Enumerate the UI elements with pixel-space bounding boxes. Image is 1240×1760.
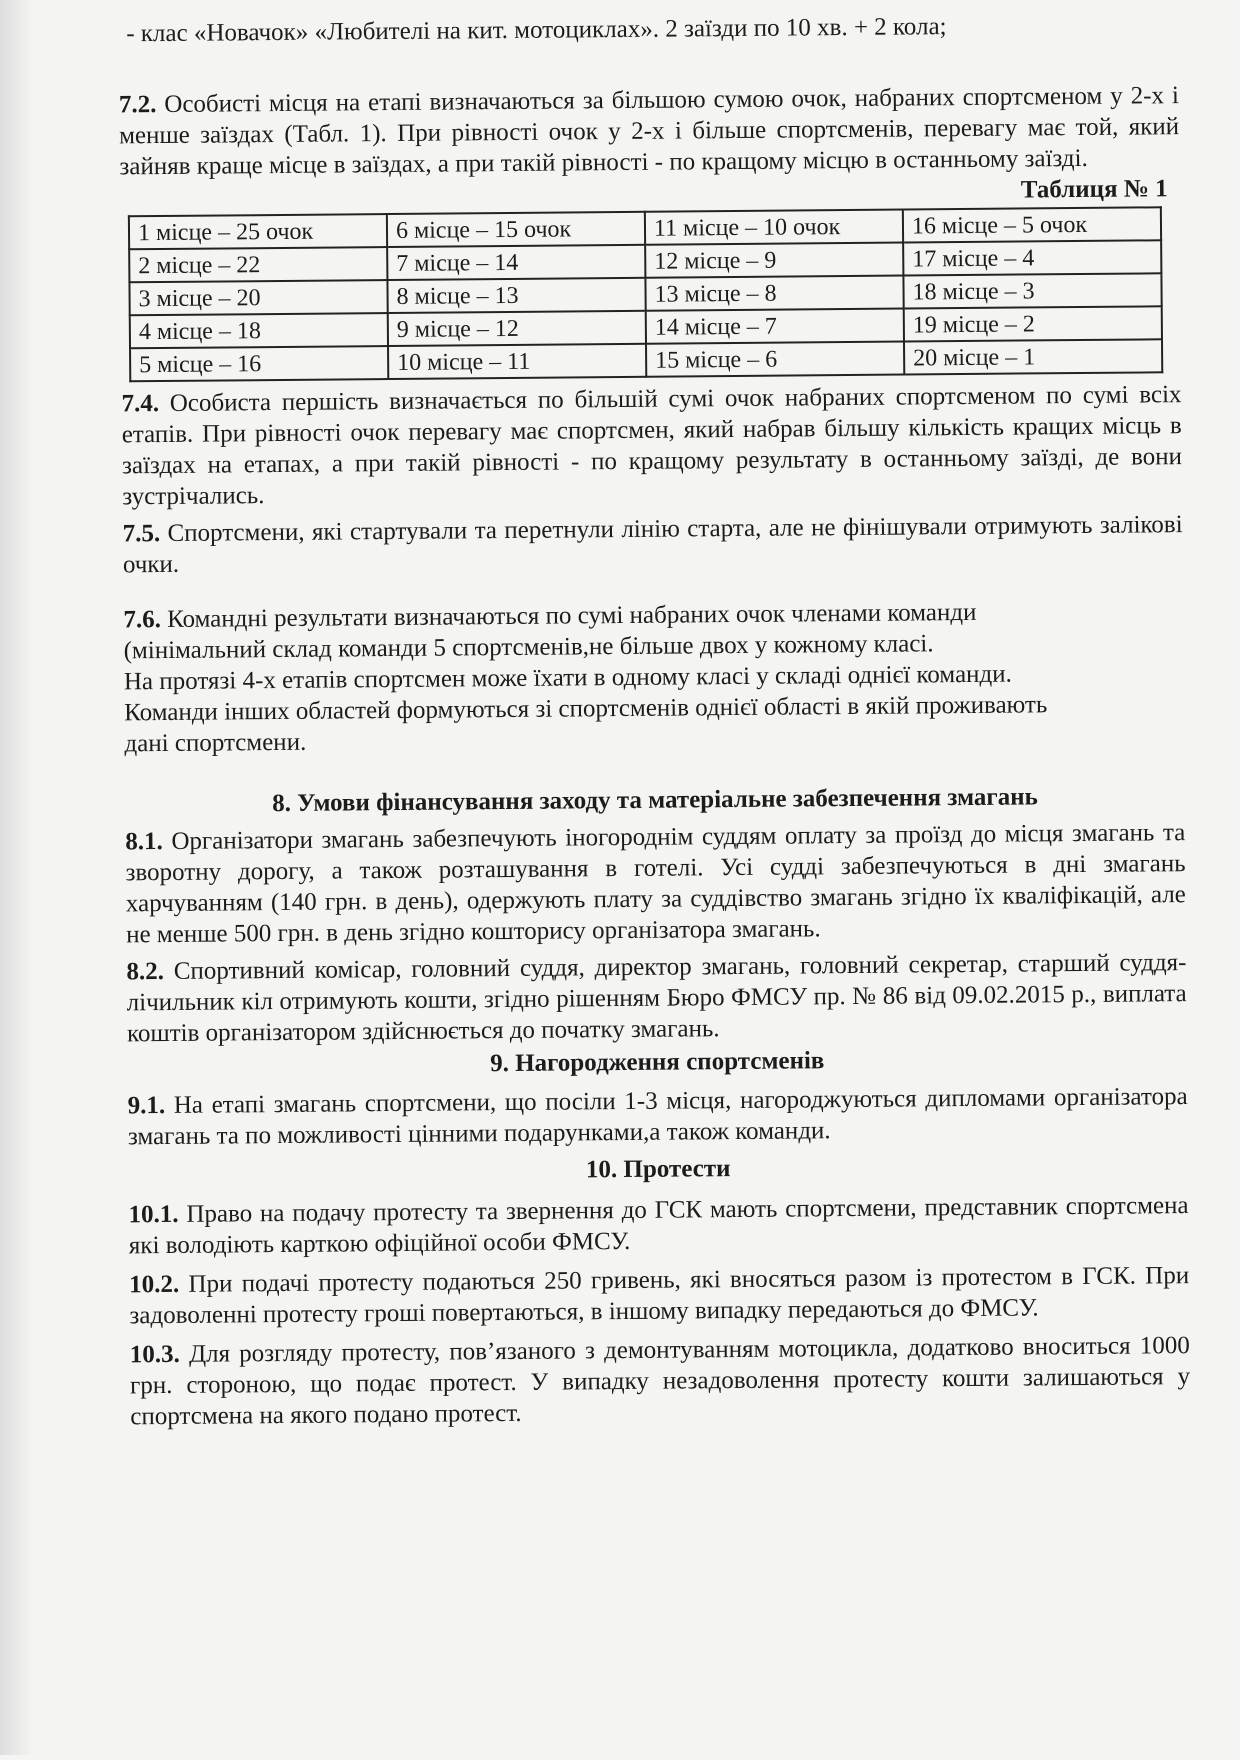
paragraph-number: 7.5. [122, 520, 161, 548]
paragraph-line: (мінімальний склад команди 5 спортсменів,не більше двох у кожному класі. [123, 630, 934, 665]
class-novice-line: - клас «Новачок» «Любителі на кит. мотоциклах». 2 заїзди по 10 хв. + 2 кола; [126, 13, 947, 48]
table-cell: 18 місце – 3 [903, 273, 1161, 308]
paragraph-number: 8.2. [126, 958, 165, 986]
paragraph-number: 8.1. [125, 828, 163, 856]
paragraph-number: 10.1. [128, 1200, 179, 1229]
paragraph-9-1 [127, 1081, 1188, 1152]
paragraph-7-4 [121, 379, 1182, 512]
section-10-title: 10. Протести [585, 1155, 731, 1184]
paragraph-text: Особиста першість визначається по більшій сумі очок набраних спортсменом по сумі всіх етапів. При рівності очок перевагу має спортсмен, який набрав більшу кількість кращих місць в заїздах на етапах, а при такій рівності - по кращому результату в останньому заїзді, де вони зустрічались. [121, 381, 1183, 511]
table-cell: 13 місце – 8 [645, 276, 903, 311]
table-cell: 11 місце – 10 очок [645, 210, 903, 245]
table-cell: 10 місце – 11 [388, 344, 646, 379]
paragraph-10-3 [130, 1330, 1191, 1432]
paragraph-text: Організатори змагань забезпечують іногороднім суддям оплату за проїзд до місця змагань та зворотну дорогу, а також розташування в готелі. Усі судді забезпечуються в дні змагань харчуванням (140 грн. в день), одержують плату за суддівство змагань згідно їх кваліфікацій, але не менше 500 грн. в день згідно кошторису організатора змагань. [125, 819, 1186, 949]
table-cell: 16 місце – 5 очок [903, 207, 1161, 242]
paragraph-line: дані спортсмени. [124, 728, 307, 758]
table-cell: 20 місце – 1 [904, 339, 1162, 374]
table-cell: 15 місце – 6 [646, 342, 904, 377]
paragraph-text: Для розгляду протесту, пов’язаного з демонтуванням мотоцикла, додатково вноситься 1000 грн. стороною, що подає протест. У випадку незадоволення протесту кошти залишаються у спортсмена на якого подано протест. [129, 1332, 1191, 1431]
paragraph-number: 10.2. [129, 1270, 180, 1299]
paragraph-line: На протязі 4-х етапів спортсмен може їхати в одному класі у складі однієї команди. [123, 660, 1012, 696]
table-cell: 9 місце – 12 [388, 311, 646, 346]
paragraph-text: При подачі протесту подаються 250 гривень, які вносяться разом із протестом в ГСК. При задоволенні протесту гроші повертаються, в іншому випадку передаються до ФМСУ. [129, 1262, 1190, 1330]
paragraph-line: Команди інших областей формуються зі спортсменів однієї області в якій проживають [124, 691, 1048, 727]
table-cell: 2 місце – 22 [129, 247, 387, 282]
section-8-title: 8. Умови фінансування заходу та матеріальне забезпечення змагань [272, 783, 1038, 818]
table-cell: 6 місце – 15 очок [387, 212, 645, 247]
paragraph-10-2 [129, 1260, 1190, 1331]
paragraph-text: Спортивний комісар, головний суддя, директор змагань, головний секретар, старший суддя-лічильник кіл отримують кошти, згідно рішенням Бюро ФМСУ пр. № 86 від 09.02.2015 р., виплата коштів організатором здійснюється до початку змагань. [126, 949, 1187, 1048]
table-cell: 3 місце – 20 [129, 280, 387, 315]
paragraph-10-1 [128, 1190, 1189, 1261]
table-cell: 14 місце – 7 [646, 309, 904, 344]
paragraph-text: Спортсмени, які стартували та перетнули лінію старта, але не фінішували отримують залікові очки. [122, 511, 1183, 579]
paragraph-8-2 [126, 947, 1187, 1049]
table-cell: 1 місце – 25 очок [129, 214, 387, 249]
paragraph-text: На етапі змагань спортсмени, що посіли 1-3 місця, нагороджуються дипломами організатора змагань та по можливості цінними подарунками,а також команди. [127, 1083, 1188, 1151]
points-table [128, 206, 1163, 382]
paragraph-line: Командні результати визначаються по сумі набраних очок членами команди [167, 598, 977, 633]
table-caption: Таблиця № 1 [1020, 175, 1168, 204]
paragraph-7-6 [123, 595, 1184, 759]
paragraph-text: Право на подачу протесту та звернення до ГСК мають спортсмени, представник спортсмена які володіють карткою офіційної особи ФМСУ. [128, 1192, 1189, 1260]
section-9-title: 9. Нагородження спортсменів [490, 1047, 825, 1078]
paragraph-text: Особисті місця на етапі визначаються за більшою сумою очок, набраних спортсменом у 2-х і менше заїздах (Табл. 1). При рівності очок у 2-х і більше спортсменів, перевагу має той, який зайняв краще місце в заїздах, а при такій рівності - по кращому місцю в останньому заїзді. [119, 82, 1180, 181]
table-cell: 4 місце – 18 [130, 313, 388, 348]
paragraph-number: 7.2. [118, 91, 157, 119]
paragraph-number: 7.4. [121, 390, 160, 418]
table-cell: 19 місце – 2 [904, 306, 1162, 341]
table-cell: 7 місце – 14 [387, 245, 645, 280]
paragraph-7-5 [123, 509, 1184, 580]
paragraph-number: 9.1. [127, 1092, 166, 1120]
paragraph-number: 10.3. [129, 1340, 180, 1369]
table-cell: 8 місце – 13 [387, 278, 645, 313]
paragraph-7-2 [119, 80, 1180, 182]
table-cell: 5 місце – 16 [130, 346, 388, 381]
paragraph-number: 7.6. [123, 606, 162, 634]
table-cell: 17 місце – 4 [903, 240, 1161, 275]
paragraph-8-1 [125, 817, 1186, 950]
table-cell: 12 місце – 9 [645, 243, 903, 278]
